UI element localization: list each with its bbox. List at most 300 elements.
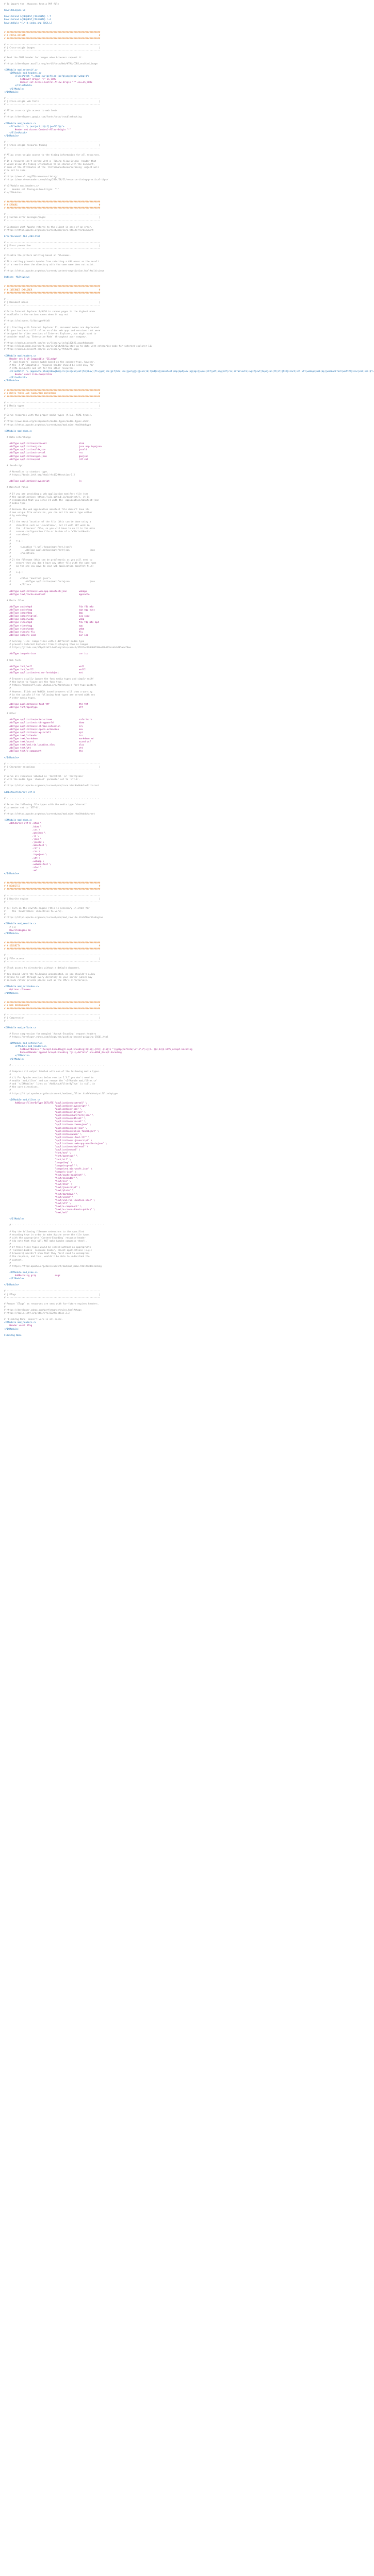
code-line[interactable]: .webmanifest \ [4,863,51,866]
code-line[interactable]: # ###################################################################### [4,1001,101,1004]
code-line[interactable]: # ---------------------------------------------------------------------- [4,401,101,404]
code-line[interactable]: "text/markdown" \ [4,1193,78,1196]
code-line[interactable]: # enable `mod_filter` and can remove the `<IfModule mod_filter.c>` [4,1080,98,1083]
code-line[interactable]: # [4,687,11,690]
code-line[interactable]: # ---------------------------------------------------------------------- [4,50,101,53]
code-line[interactable]: </IfModule> [4,1058,24,1061]
code-line[interactable]: # https://hsivonen.fi/doctype/#ie8 [4,320,50,323]
code-line[interactable]: AddType application/ld+json jsonld [4,449,87,452]
code-line[interactable]: # If these files types would be served without an appropriate [4,1246,91,1249]
code-line[interactable]: # the specification: https://w3c.github.io/manifest/), it is [4,496,90,499]
code-line[interactable]: # ###################################################################### [4,942,101,945]
code-line[interactable]: # Send the CORS header for images when browsers request it. [4,56,83,59]
code-line[interactable]: # # SECURITY # [4,945,101,948]
code-line[interactable]: # AddType application/manifest+json json [4,581,95,584]
code-line[interactable]: Options -Indexes [4,989,31,992]
code-line[interactable]: # <Files "manifest.json"> [4,578,51,581]
code-line[interactable]: # Serve all resources labeled as `text/html` or `text/plain` [4,775,85,778]
code-line[interactable]: # https://httpd.apache.org/docs/current/mod/mod_mime.html#addcharset [4,813,95,816]
code-line[interactable]: AddType application/x-chrome-extension crx [4,725,83,728]
code-line[interactable]: "image/bmp" \ [4,1161,72,1164]
code-line[interactable]: # You should leave the following uncommented, as you shouldn't allow [4,973,95,976]
code-line[interactable]: # https://mimesniff.spec.whatwg.org/#matching-a-font-type-pattern [4,684,96,687]
code-line[interactable]: "application/javascript" \ [4,1105,90,1108]
code-line[interactable]: # # WEB PERFORMANCE # [4,1004,101,1007]
code-line[interactable]: # AddType application/manifest+json json [4,549,95,552]
code-line[interactable]: AddType image/webp webp [4,618,85,621]
code-line[interactable]: # [4,574,11,578]
code-line[interactable]: # the `RewriteRule` directives to work). [4,910,63,913]
code-line[interactable]: </IfModule> [4,1278,24,1281]
code-line[interactable]: AddType video/webm webm [4,628,85,631]
code-line[interactable]: AddType video/ogg ogv [4,624,83,628]
code-line[interactable]: # https://httpd.apache.org/docs/current/mod/core.html#errordocument [4,229,94,232]
code-line[interactable]: .vtt \ [4,857,40,860]
code-line[interactable]: # [4,257,6,260]
code-line[interactable]: # ---------------------------------------------------------------------- [4,901,101,904]
code-line[interactable]: <IfModule mod_headers.c> [4,1321,37,1325]
code-line[interactable]: # [4,417,6,420]
code-line[interactable]: # [4,157,6,160]
code-line[interactable]: # container) [4,533,30,536]
code-line[interactable]: # ---------------------------------------------------------------------- [4,213,101,216]
code-line[interactable]: # JavaScript [4,464,23,467]
code-line[interactable]: # Disable the pattern matching based on filenames. [4,254,71,257]
code-line[interactable]: # [4,317,6,320]
code-line[interactable]: </FilesMatch> [4,84,32,88]
code-line[interactable]: # ---------------------------------------------------------------------- [4,1296,101,1299]
code-line[interactable]: # available in the various cases when it may not. [4,314,70,317]
code-line[interactable]: AddType video/mp4 f4v f4p m4v mp4 [4,621,99,624]
code-line[interactable]: RewriteEngine On [4,9,26,12]
code-line[interactable]: SetEnvIfNoCase ^(Accept-EncodXng|X-cept-Encoding|X{15}|~{15}|-{15})$ ^((gzip|deflate)\s*,?\s*)+|[X~-]{4,13}$ HAVE_Accept-Encoding [4,1048,192,1052]
code-line[interactable]: "text/vcard" \ [4,1196,74,1199]
code-line[interactable]: # [4,1306,6,1309]
code-line[interactable]: </FilesMatch> [4,131,27,134]
code-line[interactable]: # ---------------------------------------------------------------------- [4,248,101,251]
code-line[interactable]: <IfModule mod_headers.c> [4,72,42,75]
code-line[interactable]: # https://github.com/h5bp/html5-boilerplate/commit/37b5fec090d00f38de64b591bcddcb205aadf8ee [4,647,131,650]
code-line[interactable]: AddType image/x-icon cur ico [4,634,88,637]
code-line[interactable]: </IfModule> [4,872,19,875]
code-line[interactable]: "application/xml" \ [4,1149,80,1152]
code-line[interactable]: # ---------------------------------------------------------------------- [4,894,101,897]
code-line[interactable]: # https://developer.yahoo.com/blogs/ydn/pushing-beyond-gzipping-25601.html [4,1036,108,1039]
code-line[interactable]: # include rather private places such as the CMS's directories). [4,979,88,982]
code-line[interactable]: AddType image/x-icon cur ico [4,653,88,656]
code-line[interactable]: # and `</IfModule>` lines as `AddOutputFilterByType` is still in [4,1083,95,1086]
code-line[interactable]: # [4,1089,11,1092]
code-line[interactable]: # ###################################################################### [4,948,101,951]
code-line[interactable]: .topojson \ [4,854,47,857]
code-line[interactable]: </FilesMatch> [4,377,27,380]
code-line[interactable]: </IfModule> [4,1218,24,1221]
code-line[interactable]: "application/vnd.ms-fontobject" \ [4,1130,99,1133]
code-line[interactable]: AddType image/bmp bmp [4,612,83,615]
code-line[interactable]: # https://httpd.apache.org/docs/current/mod/mod_mime.html#addencoding [4,1265,102,1268]
code-line[interactable]: # </Location> [4,552,35,555]
code-line[interactable]: # the bytes to figure out the font type. [4,681,63,684]
code-line[interactable]: # consider enabling `Enterprise Mode` throughout your company. [4,335,87,338]
code-line[interactable]: # the `.htaccess` file, so you will have to do it in the main [4,527,95,530]
code-line[interactable]: AddType application/x-bb-appworld bbaw [4,722,85,725]
code-line[interactable]: # [4,913,6,917]
code-line[interactable]: # of a rewrite when the directory with the same name does not exist. [4,263,95,266]
code-line[interactable]: # Map the following filename extensions to the specified [4,1230,85,1233]
code-line[interactable]: .xloc \ [4,866,42,869]
code-line[interactable]: # Allow cross-origin access to web fonts. [4,110,59,113]
code-line[interactable]: FileETag None [4,1334,22,1337]
code-line[interactable]: # https://httpd.apache.org/docs/current/mod/mod_filter.html#addoutputfilterbytype [4,1092,118,1095]
code-line[interactable]: <IfModule mod_headers.c> [4,1045,47,1048]
code-line[interactable]: # be set to zero. [4,169,27,172]
code-line[interactable]: "text/vnd.rim.location.xloc" \ [4,1199,95,1202]
code-line[interactable]: # https://httpd.apache.org/docs/current/mod/mod_rewrite.html#RewriteEngine [4,917,103,920]
code-line[interactable]: "font/otf" \ [4,1158,71,1161]
code-line[interactable]: <IfModule mod_mime.c> [4,1271,38,1274]
code-line[interactable]: AddType application/x-web-app-manifest+json webapp [4,590,87,593]
code-line[interactable]: # the `X-UA-Compatible` response header should be send only for [4,364,94,367]
code-line[interactable]: "text/plain" \ [4,1190,74,1193]
code-line[interactable]: AddType text/cache-manifest appcache [4,593,90,596]
code-line[interactable]: # ###################################################################### [4,200,101,204]
code-line[interactable]: # prevents Internet Explorer from displaying them as images: [4,643,90,647]
code-line[interactable]: # [4,1073,11,1076]
code-line[interactable]: # `Content-Enable` response header, client applications (e.g.: [4,1249,92,1252]
code-line[interactable]: # ###################################################################### [4,888,101,891]
code-line[interactable]: # [4,1243,11,1246]
code-line[interactable]: Options -MultiViews [4,276,30,279]
code-line[interactable]: SetEnvIf Origin ":" IS_CORS [4,78,56,81]
code-line[interactable]: # ---------------------------------------------------------------------- [4,1020,101,1023]
code-line[interactable]: # (1) [4,926,17,929]
code-line[interactable]: </IfModule> [4,91,19,94]
code-line[interactable]: AddType text/markdown markdown md [4,737,94,740]
code-line[interactable]: # - - - - - - - - - - - - - - - - - - - - - - - - - - - - - - - - - - - [4,1224,105,1227]
code-line[interactable]: # ---------------------------------------------------------------------- [4,44,101,47]
code-line[interactable]: AddType application/geo+json geojson [4,455,88,458]
code-line[interactable]: AddType font/woff woff [4,665,85,668]
code-line[interactable]: "image/svg+xml" \ [4,1164,78,1167]
code-line[interactable]: ErrorDocument 404 /404.html [4,235,40,238]
code-line[interactable]: .geojson \ [4,832,46,835]
code-line[interactable]: AddType application/x-opera-extension oex [4,728,83,731]
code-line[interactable]: # (do note that this will NOT make Apache compress them!). [4,1240,87,1243]
code-line[interactable]: # Serve the following file types with the media type `charset` [4,803,87,806]
code-line[interactable]: # | Cross-origin web fonts | [4,100,101,103]
code-line[interactable]: .js \ [4,835,39,838]
code-line[interactable]: # HTML documents and not for the other resources. [4,367,75,370]
code-line[interactable]: AddDefaultCharset utf-8 [4,791,35,794]
code-line[interactable]: <IfModule mod_headers.c> [4,354,37,358]
code-line[interactable]: # the core directives. [4,1086,39,1089]
code-line[interactable]: # https://developers.google.com/fonts/docs/troubleshooting [4,116,82,119]
code-line[interactable]: # Force Internet Explorer 8/9/10 to render pages in the highest mode [4,311,95,314]
code-line[interactable]: <IfModule mod_setenvif.c> [4,1042,43,1045]
code-line[interactable]: RewriteEngine On [4,929,31,932]
code-line[interactable]: "application/rss+xml" \ [4,1121,86,1124]
code-line[interactable]: Header set Access-Control-Allow-Origin "*" env=IS_CORS [4,81,92,84]
code-line[interactable]: </IfModule> [4,992,19,995]
code-line[interactable]: # ---------------------------------------------------------------------- [4,97,101,100]
code-line[interactable]: "application/x-javascript" \ [4,1139,92,1142]
code-line[interactable]: # would allow its timing information to be shared with the document, [4,163,95,166]
code-line[interactable]: "text/css" \ [4,1180,71,1183]
code-line[interactable]: # e.g.: [4,571,23,574]
code-line[interactable]: # Data interchange [4,436,31,439]
code-line[interactable]: # with the media type `charset` parameter set to `UTF-8`. [4,778,80,782]
code-line[interactable]: # https://httpd.apache.org/docs/current/mod/mod_mime.html#addtype [4,423,91,427]
code-line[interactable]: "application/manifest+json" \ [4,1114,94,1117]
code-line[interactable]: # Web fonts [4,659,22,662]
code-line[interactable]: # ---------------------------------------------------------------------- [4,960,101,963]
code-line[interactable]: "text/html" \ [4,1183,72,1187]
code-line[interactable]: # ---------------------------------------------------------------------- [4,954,101,957]
code-line[interactable]: <IfModule mod_headers.c> [4,122,37,125]
code-line[interactable]: # by matching: [4,515,28,518]
code-line[interactable]: "text/x-component" \ [4,1205,82,1208]
code-line[interactable]: # 2) the filename (this can be problematic as you will need to [4,558,92,562]
code-line[interactable]: # <IfModule mod_headers.c> [4,185,39,188]
code-line[interactable]: AddOutputFilterByType DEFLATE "application/atom+xml" \ [4,1101,87,1105]
code-line[interactable]: # browsers) wouldn't know that they first need to uncompress [4,1252,90,1256]
code-line[interactable]: AddType application/vnd.ms-fontobject eot [4,671,83,674]
code-line[interactable]: # </IfModule> [4,191,22,194]
code-line[interactable]: # https://blogs.msdn.microsoft.com/ie/2014/04/02/stay-up-to-date-with-enterprise-mode-for-internet-explorer-11/ [4,345,153,348]
code-line[interactable]: AddType text/vcard vcard vcf [4,741,91,744]
code-line[interactable]: RequestHeader append Accept-Encoding "gzip,deflate" env=HAVE_Accept-Encoding [4,1052,122,1055]
code-line[interactable]: # parameter set to `UTF-8`. [4,807,40,809]
code-line[interactable]: .rdf \ [4,848,40,851]
code-line[interactable]: # https://msdn.microsoft.com/en-us/library/ie/bg182625.aspx#docmode [4,342,94,345]
code-line[interactable]: AddType application/javascript js [4,480,82,483]
code-line[interactable]: # ---------------------------------------------------------------------- [4,1014,101,1017]
code-line[interactable]: "image/vnd.microsoft.icon" \ [4,1167,92,1171]
code-line[interactable]: # server configuration file or inside of a `<VirtualHost>` [4,530,91,533]
code-line[interactable]: AddType text/calendar ics [4,734,83,737]
code-line[interactable]: # [4,1262,11,1265]
code-line[interactable]: # (!) For Apache versions below version 2.3.7 you don't need to [4,1077,94,1080]
code-line[interactable]: "application/schema+json" \ [4,1124,91,1127]
code-line[interactable]: "text/xml" [4,1212,69,1215]
code-line[interactable]: "text/calendar" \ [4,1177,78,1180]
code-line[interactable]: # # MEDIA TYPES AND CHARACTER ENCODINGS # [4,392,101,395]
code-line[interactable]: .css \ [4,828,40,832]
code-line[interactable]: # [4,505,11,508]
code-line[interactable]: AddType application/atom+xml atom [4,443,85,446]
code-line[interactable]: "text/vtt" \ [4,1202,71,1205]
code-line[interactable]: # ---------------------------------------------------------------------- [4,762,101,766]
code-line[interactable]: # Customize what Apache returns to the client in case of an error. [4,226,92,229]
code-line[interactable]: # Allow cross-origin access to the timing information for all resources. [4,154,101,157]
code-line[interactable]: </IfModule> [4,134,19,138]
code-line[interactable]: # [4,518,11,521]
code-line[interactable]: # ---------------------------------------------------------------------- [4,1290,101,1293]
code-line[interactable]: <IfModule mod_filter.c> [4,1098,40,1101]
code-line[interactable]: RewriteRule ^(.*)$ index.php [QSA,L] [4,22,53,25]
code-line[interactable]: # [4,173,6,176]
code-line[interactable]: AddType application/xml rdf xml [4,458,88,461]
code-line[interactable]: "font/opentype" \ [4,1155,78,1158]
code-line[interactable]: # some of the attributes of the `PerformanceResourceTiming` object will [4,166,99,169]
code-line[interactable]: # [4,543,11,546]
code-line[interactable]: Header unset ETag [4,1325,32,1328]
code-line[interactable]: # Remove `ETags` as resources are sent with far-future expires headers. [4,1302,99,1306]
code-line[interactable]: # other media types. [4,697,37,700]
code-line[interactable]: # ensure that you don't have any other file with the same name [4,562,96,565]
code-line[interactable]: # as the one you gave to your web application manifest file) [4,565,94,568]
code-line[interactable]: AddType text/x-component htc [4,750,83,753]
code-line[interactable]: # ---------------------------------------------------------------------- [4,141,101,144]
code-line[interactable]: # ###################################################################### [4,285,101,289]
code-line[interactable]: # ###################################################################### [4,31,101,34]
code-line[interactable]: AddEncoding gzip svgz [4,1274,60,1277]
code-line[interactable]: AddType audio/mp4 f4a f4b m4a [4,606,94,608]
code-line[interactable]: # (1) Turn on the rewrite engine (this is necessary in order for [4,907,90,910]
code-line[interactable]: <IfModule mod_setenvif.c> [4,69,38,72]
code-line[interactable]: # `FileETag None` doesn't work in all cases. [4,1318,63,1321]
code-line[interactable]: AddType font/woff2 woff2 [4,668,86,671]
code-line[interactable]: # [4,266,6,269]
code-line[interactable]: "application/geo+json" \ [4,1127,87,1130]
code-line[interactable]: </IfModule> [4,88,24,91]
code-line[interactable]: # [4,536,11,539]
code-line[interactable]: # If your business still relies on older web apps and services that were [4,329,101,332]
code-line[interactable]: # | Rewrite engine | [4,897,101,901]
code-line[interactable]: # If you are providing a web application manifest file (see [4,493,88,496]
code-line[interactable]: <FilesMatch "\.(eot|otf|tt[cf]|woff2?)$"> [4,125,64,128]
code-line[interactable]: <IfModule mod_mime.c> [4,430,32,433]
code-line[interactable]: # https://msdn.microsoft.com/en-us/library/ff955275.aspx [4,348,79,351]
code-line[interactable]: # | Document modes | [4,301,101,304]
code-line[interactable]: # | Custom error messages/pages | [4,216,101,219]
code-line[interactable]: # ---------------------------------------------------------------------- [4,304,101,307]
code-line[interactable]: <IfModule mod_rewrite.c> [4,923,37,926]
code-line[interactable]: </IfModule> [4,1055,30,1058]
code-line[interactable]: # Serving `.ico` image files with a different media type [4,640,85,643]
code-line[interactable]: # ---------------------------------------------------------------------- [4,298,101,301]
code-line[interactable]: # https://www.stevesouders.com/blog/2014/08/21/resource-timing-practical-tips/ [4,179,108,182]
code-line[interactable]: # [4,323,6,326]
code-line[interactable]: .bbaw \ [4,825,42,828]
code-line[interactable]: "text/x-cross-domain-policy" \ [4,1209,95,1211]
code-line[interactable]: AddType video/x-flv flv [4,631,83,634]
code-line[interactable]: .json \ [4,838,42,841]
code-line[interactable]: # ---------------------------------------------------------------------- [4,104,101,106]
code-line[interactable]: # </Files> [4,584,31,587]
code-line[interactable]: # `mod_headers` cannot match based on the content-type, however, [4,361,95,364]
code-line[interactable]: "text/cache-manifest" \ [4,1174,86,1177]
code-line[interactable]: AddType audio/ogg oga ogg opus [4,609,95,612]
code-line[interactable]: # Header set Timing-Allow-Origin: "*" [4,188,59,191]
code-line[interactable]: # [4,339,6,342]
code-line[interactable]: "application/ld+json" \ [4,1111,86,1114]
code-line[interactable]: .jsonld \ [4,841,44,844]
code-line[interactable]: # Serve resources with the proper media types (f.k.a. MIME types). [4,414,92,417]
code-line[interactable]: # # REWRITES # [4,885,101,888]
code-line[interactable]: # ---------------------------------------------------------------------- [4,219,101,223]
code-line[interactable]: "application/x-web-app-manifest+json" \ [4,1143,107,1146]
code-line[interactable]: # - - - - - - - - - - - - - - - - - - - - - - - - - - - - - - - - - - - [4,797,99,800]
code-line[interactable]: "application/x-font-ttf" \ [4,1136,90,1139]
code-line[interactable]: # [4,555,11,558]
code-line[interactable]: AddType text/vnd.rim.location.xloc xloc [4,744,85,747]
code-line[interactable]: # ---------------------------------------------------------------------- [4,769,101,772]
code-line[interactable]: # - - - - - - - - - - - - - - - - - - - - - - - - - - - - - - - - - - - [4,1064,105,1067]
code-line[interactable]: # encoding type in order to make Apache serve the file types [4,1233,90,1236]
code-line[interactable]: # [4,59,6,62]
code-line[interactable]: # | Character encodings | [4,766,101,769]
code-line[interactable]: # e.g.: [4,540,23,543]
code-line[interactable]: # This setting prevents Apache from returning a 404 error as the result [4,260,99,263]
code-line[interactable]: # the response, and thus, wouldn't be able to understand the [4,1256,90,1259]
code-line[interactable]: # ###################################################################### [4,395,101,398]
code-line[interactable]: # (!) Starting with Internet Explorer 11, document modes are deprecated. [4,326,101,329]
code-line[interactable]: "application/json" \ [4,1108,82,1111]
code-line[interactable]: AddType application/x-font-ttf ttc ttf [4,703,88,706]
code-line[interactable]: # | Cross-origin resource timing | [4,144,101,147]
code-line[interactable]: "application/wasm" \ [4,1133,82,1136]
code-line[interactable]: # # CROSS-ORIGIN # [4,34,101,37]
code-line[interactable]: # Media files [4,599,24,602]
code-line[interactable]: </IfModule> [4,932,19,935]
code-line[interactable]: # [4,810,6,813]
code-line[interactable]: # recommended that you serve it with the `application/manifest+json` [4,499,101,502]
code-line[interactable]: "image/x-icon" \ [4,1171,76,1174]
code-line[interactable]: # ###################################################################### [4,1008,101,1010]
code-line[interactable]: # # INTERNET EXPLORER # [4,289,101,292]
code-line[interactable]: AddType text/vtt vtt [4,747,83,750]
code-line[interactable]: # https://developer.mozilla.org/en-US/docs/Web/HTML/CORS_enabled_image [4,62,98,65]
code-line[interactable]: # 1) the exact location of the file (this can be done using a [4,521,91,524]
code-line[interactable]: # If a resource isn't served with a `Timing-Allow-Origin` header that [4,160,96,163]
code-line[interactable]: # ###################################################################### [4,389,101,392]
code-line[interactable]: # Browsers usually ignore the font media types and simply sniff [4,678,94,681]
code-line[interactable]: RewriteCond %{REQUEST_FILENAME} !-f [4,15,51,19]
code-line[interactable]: # https://httpd.apache.org/docs/current/content-negotiation.html#multiviews [4,269,105,273]
code-line[interactable]: # However, Blink and WebKit based browsers will show a warning [4,690,92,693]
code-line[interactable]: # | ETags | [4,1293,101,1296]
code-line[interactable]: # Force compression for mangled `Accept-Encoding` request headers [4,1032,96,1036]
code-line[interactable]: # in the console if the following font types are served with any [4,693,95,697]
code-line[interactable]: # Compress all output labeled with one of the following media types. [4,1070,101,1073]
code-line[interactable]: # media type. [4,502,27,505]
code-line[interactable]: <IfModule mod_deflate.c> [4,1026,37,1029]
code-line[interactable]: # https://tools.ietf.org/html/rfc7232#section-2.3 [4,1312,70,1315]
code-line[interactable]: # directive such as `<Location>`, but it will NOT work in [4,524,90,527]
code-line[interactable]: Header unset X-UA-Compatible [4,374,53,377]
code-line[interactable]: # https://tools.ietf.org/html/rfc4329#section-7.2 [4,474,75,477]
code-line[interactable]: "text/javascript" \ [4,1187,80,1190]
code-line[interactable]: <FilesMatch "\.(appcache|atom|bbaw|bmp|crx|css|cur|eot|f4[abpv]|flv|geojson|gif|htc|ico|jpe?g|js|json(ld)?|m4[av]|manifest|map|mp4|oex|og[agv]|opus|otf|pdf|png|rdf|rss|safariextz|svgz?|swf|topojson|tt[cf]|txt|vcard|vcf|vtt|webapp|web[mp]|webmanifest|woff2?|xloc|xml|xpi)$"> [4,370,374,373]
code-line[interactable]: # anyone to surf through every directory on your server (which may [4,976,92,979]
code-line[interactable]: AddType image/svg+xml svg svgz [4,615,90,618]
code-line[interactable]: # ###################################################################### [4,207,101,210]
code-line[interactable]: # content. [4,1259,23,1262]
code-line[interactable]: # To import the .htaccess from a PHP file [4,3,59,6]
code-line[interactable]: </IfModule> [4,1328,19,1331]
code-line[interactable]: "font/eot" \ [4,1152,71,1155]
code-line[interactable]: .manifest \ [4,844,47,848]
code-line[interactable]: AddType application/rss+xml rss [4,452,83,455]
code-line[interactable]: .webapp \ [4,860,44,863]
code-line[interactable]: # Manifest files [4,486,28,489]
code-line[interactable]: Header set Access-Control-Allow-Origin "*" [4,128,71,131]
code-line[interactable]: Header set X-UA-Compatible "IE=edge" [4,358,58,361]
code-line[interactable]: # ###################################################################### [4,882,101,885]
code-line[interactable]: </IfModule> [4,756,19,759]
code-line[interactable]: # # ERRORS # [4,204,101,207]
